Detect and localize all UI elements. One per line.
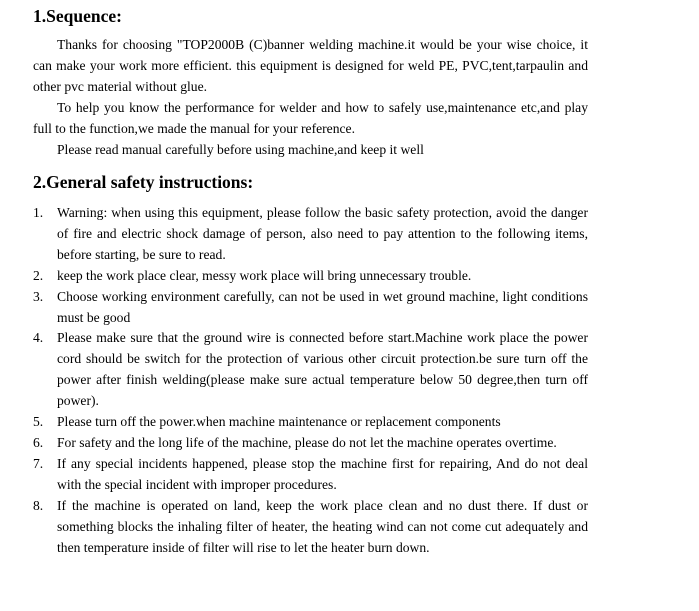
item-number: 5. xyxy=(33,414,44,430)
item-text: Please turn off the power.when machine maintenance or replacement components xyxy=(57,414,501,430)
section-heading-sequence: 1.Sequence: xyxy=(33,6,122,26)
list-item xyxy=(33,433,588,454)
item-text: If the machine is operated on land, keep the work place clean and no dust there. If dust or something blocks the inhaling filter of heater, the heating wind can not come cut adequately and then temperature inside of filter will rise to let the heater burn down. xyxy=(57,497,588,555)
list-item xyxy=(33,454,588,496)
item-number: 4. xyxy=(33,330,44,346)
item-text: For safety and the long life of the machine, please do not let the machine operates overtime. xyxy=(57,434,557,450)
sequence-body xyxy=(33,35,588,160)
item-number: 7. xyxy=(33,455,44,471)
list-item xyxy=(33,287,588,329)
item-number: 8. xyxy=(33,497,44,513)
intro-paragraph: Thanks for choosing "TOP2000B (C)banner welding machine.it would be your wise choice, it can make your work more efficient. this equipment is designed for weld PE, PVC,tent,tarpaulin and other pvc material without glue. xyxy=(33,37,588,94)
item-text: keep the work place clear, messy work place will bring unnecessary trouble. xyxy=(57,267,472,283)
item-number: 2. xyxy=(33,267,44,283)
item-text: Warning: when using this equipment, please follow the basic safety protection, avoid the danger of fire and electric shock damage of person, also need to pay attention to the following items, before starting, be sure to read. xyxy=(57,205,588,262)
item-number: 6. xyxy=(33,434,44,450)
intro-paragraph: To help you know the performance for welder and how to safely use,maintenance etc,and play full to the function,we made the manual for your reference. xyxy=(33,99,588,136)
item-text: If any special incidents happened, please stop the machine first for repairing, And do not deal with the special incident with improper procedures. xyxy=(57,455,588,492)
list-item xyxy=(33,496,588,559)
item-number: 3. xyxy=(33,288,44,304)
list-item xyxy=(33,412,588,433)
list-item xyxy=(33,266,588,287)
safety-instructions-list xyxy=(33,203,588,558)
intro-paragraph: Please read manual carefully before using machine,and keep it well xyxy=(57,141,424,157)
item-number: 1. xyxy=(33,205,44,220)
list-item xyxy=(33,203,588,266)
section-heading-safety: 2.General safety instructions: xyxy=(33,172,254,192)
item-text: Please make sure that the ground wire is connected before start.Machine work place the power cord should be switch for the protection of various other circuit protection.be sure turn off the power after finish welding(please make sure actual temperature below 50 degree,then turn off power). xyxy=(57,330,588,409)
item-text: Choose working environment carefully, can not be used in wet ground machine, light conditions must be good xyxy=(57,288,588,325)
list-item xyxy=(33,328,588,412)
